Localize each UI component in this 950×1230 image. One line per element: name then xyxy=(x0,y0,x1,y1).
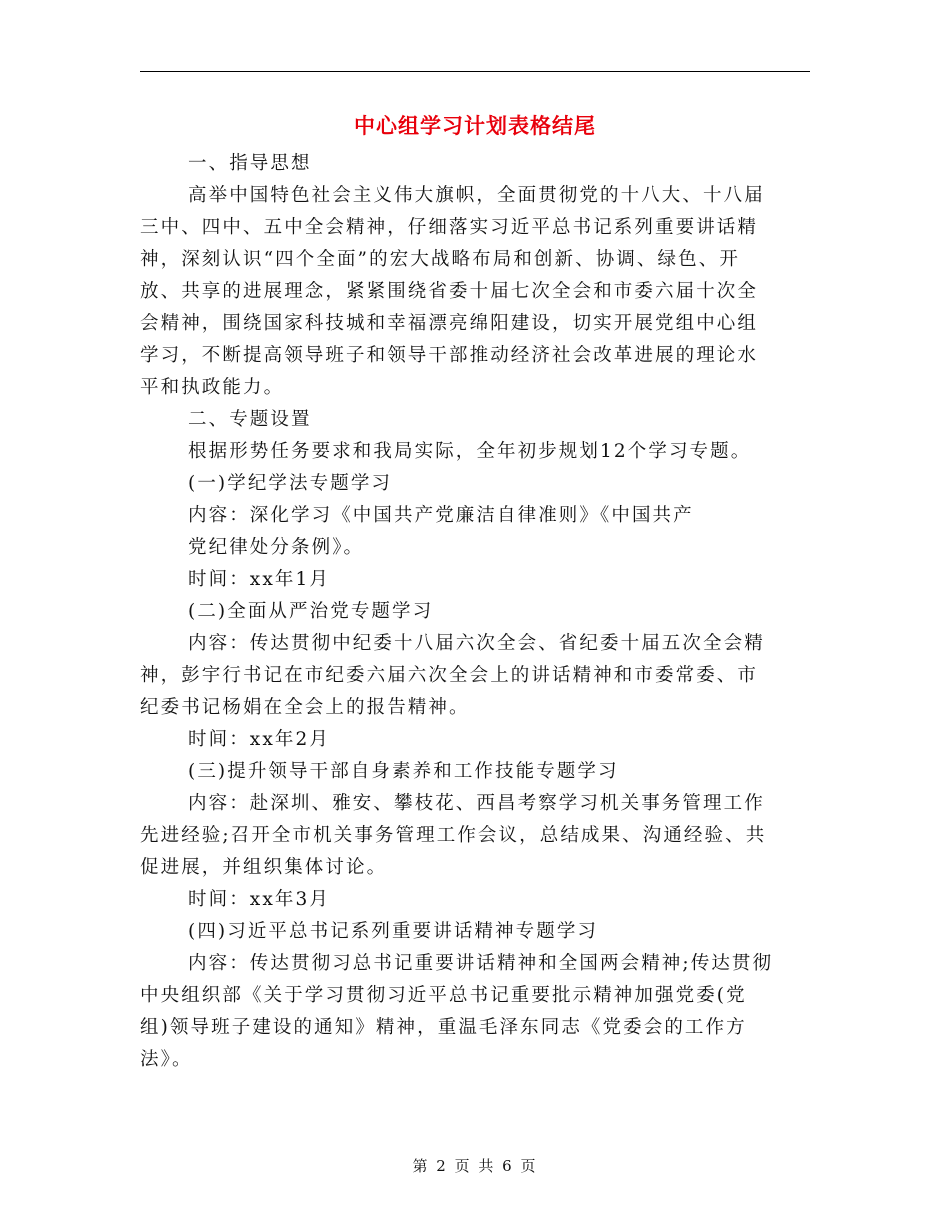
paragraph-line: 高举中国特色社会主义伟大旗帜，全面贯彻党的十八大、十八届 xyxy=(188,185,765,206)
topic-content: 内容：传达贯彻中纪委十八届六次全会、省纪委十届五次全会精 xyxy=(188,633,765,654)
topic-heading: (一)学纪学法专题学习 xyxy=(188,473,393,494)
paragraph-line: 学习，不断提高领导班子和领导干部推动经济社会改革进展的理论水 xyxy=(140,345,759,366)
topic-content: 内容：赴深圳、雅安、攀枝花、西昌考察学习机关事务管理工作 xyxy=(188,793,765,814)
paragraph-line: 神，深刻认识“四个全面”的宏大战略布局和创新、协调、绿色、开 xyxy=(140,249,740,270)
topic-heading: (三)提升领导干部自身素养和工作技能专题学习 xyxy=(188,761,619,782)
topic-content: 先进经验;召开全市机关事务管理工作会议，总结成果、沟通经验、共 xyxy=(140,825,767,846)
topic-content: 促进展，并组织集体讨论。 xyxy=(140,857,388,878)
paragraph-line: 放、共享的进展理念，紧紧围绕省委十届七次全会和市委六届十次全 xyxy=(140,281,759,302)
topic-heading: (二)全面从严治党专题学习 xyxy=(188,601,434,622)
topic-content: 法》。 xyxy=(140,1049,193,1070)
topic-time: 时间：xx年2月 xyxy=(188,729,330,750)
topic-content: 内容：深化学习《中国共产党廉洁自律准则》《中国共产 xyxy=(188,505,694,526)
document-body xyxy=(140,148,810,1076)
document-title: 中心组学习计划表格结尾 xyxy=(354,113,596,138)
topic-content: 神，彭宇行书记在市纪委六届六次全会上的讲话精神和市委常委、市 xyxy=(140,665,759,686)
topic-time: 时间：xx年3月 xyxy=(188,889,330,910)
topic-content: 内容：传达贯彻习总书记重要讲话精神和全国两会精神;传达贯彻 xyxy=(188,953,774,974)
paragraph-line: 三中、四中、五中全会精神，仔细落实习近平总书记系列重要讲话精 xyxy=(140,217,759,238)
topic-heading: (四)习近平总书记系列重要讲话精神专题学习 xyxy=(188,921,599,942)
section-heading: 二、专题设置 xyxy=(188,409,312,430)
topic-content: 组)领导班子建设的通知》精神，重温毛泽东同志《党委会的工作方 xyxy=(140,1017,747,1038)
page-number: 第 2 页 共 6 页 xyxy=(412,1157,538,1175)
topic-content: 中央组织部《关于学习贯彻习近平总书记重要批示精神加强党委(党 xyxy=(140,985,747,1006)
section-heading: 一、指导思想 xyxy=(188,153,312,174)
paragraph-line: 根据形势任务要求和我局实际，全年初步规划12个学习专题。 xyxy=(188,441,752,462)
header-rule xyxy=(140,71,810,72)
topic-time: 时间：xx年1月 xyxy=(188,569,330,590)
topic-content: 党纪律处分条例》。 xyxy=(188,537,365,558)
topic-content: 纪委书记杨娟在全会上的报告精神。 xyxy=(140,697,470,718)
paragraph-line: 会精神，围绕国家科技城和幸福漂亮绵阳建设，切实开展党组中心组 xyxy=(140,313,759,334)
paragraph-line: 平和执政能力。 xyxy=(140,377,285,398)
